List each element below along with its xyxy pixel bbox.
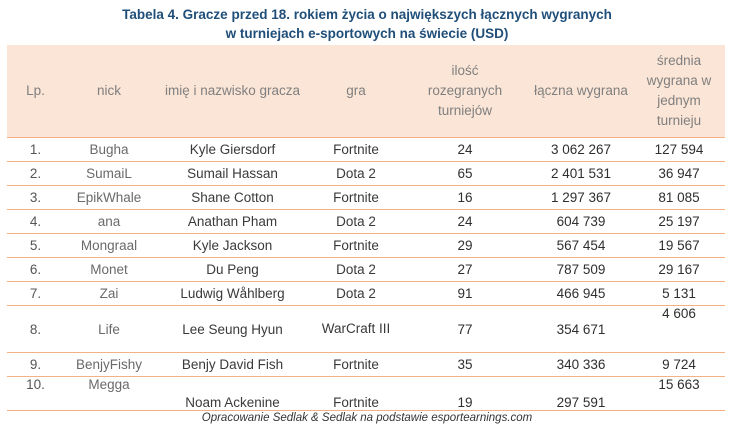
cell-tournaments: 29: [401, 234, 529, 258]
cell-total: 354 671: [529, 306, 633, 353]
cell-avg: 9 724: [633, 353, 725, 377]
cell-game: Fortnite: [311, 377, 401, 411]
table-row: [7, 377, 725, 411]
table-row: [7, 162, 725, 186]
cell-name: Noam Ackenine: [154, 377, 311, 411]
cell-nick: EpikWhale: [64, 186, 154, 210]
cell-avg: 15 663: [633, 377, 725, 411]
cell-game: Dota 2: [311, 162, 401, 186]
cell-tournaments: 91: [401, 282, 529, 306]
cell-avg: 19 567: [633, 234, 725, 258]
cell-nick: Megga: [64, 377, 154, 411]
header-row: [7, 45, 725, 138]
cell-tournaments: 35: [401, 353, 529, 377]
table-row: [7, 138, 725, 162]
players-table: [7, 45, 725, 411]
cell-total: 2 401 531: [529, 162, 633, 186]
cell-lp: 4.: [7, 210, 64, 234]
cell-avg: 36 947: [633, 162, 725, 186]
cell-tournaments: 27: [401, 258, 529, 282]
cell-lp: 6.: [7, 258, 64, 282]
cell-lp: 10.: [7, 377, 64, 411]
cell-nick: Life: [64, 306, 154, 353]
cell-game: Fortnite: [311, 234, 401, 258]
table-title: [0, 5, 734, 43]
cell-name: Du Peng: [154, 258, 311, 282]
cell-total: 1 297 367: [529, 186, 633, 210]
cell-lp: 8.: [7, 306, 64, 353]
cell-nick: Zai: [64, 282, 154, 306]
table-row: [7, 186, 725, 210]
cell-lp: 5.: [7, 234, 64, 258]
cell-tournaments: 24: [401, 210, 529, 234]
cell-lp: 9.: [7, 353, 64, 377]
header-lp: Lp.: [7, 45, 64, 138]
cell-avg: 25 197: [633, 210, 725, 234]
cell-game: Fortnite: [311, 353, 401, 377]
cell-avg: 81 085: [633, 186, 725, 210]
table-row: [7, 234, 725, 258]
cell-total: 466 945: [529, 282, 633, 306]
table-title-line-2: w turniejach e-sportowych na świecie (USD): [225, 26, 509, 41]
cell-name: Kyle Jackson: [154, 234, 311, 258]
cell-nick: Bugha: [64, 138, 154, 162]
cell-name: Kyle Giersdorf: [154, 138, 311, 162]
cell-total: 297 591: [529, 377, 633, 411]
cell-name: Lee Seung Hyun: [154, 306, 311, 353]
table-row: [7, 258, 725, 282]
cell-tournaments: 77: [401, 306, 529, 353]
cell-nick: Mongraal: [64, 234, 154, 258]
cell-game: WarCraft III: [311, 306, 401, 353]
cell-nick: SumaiL: [64, 162, 154, 186]
table-title-line-1: Tabela 4. Gracze przed 18. rokiem życia o największych łącznych wygranych: [122, 7, 612, 22]
cell-game: Fortnite: [311, 138, 401, 162]
header-game: gra: [311, 45, 401, 138]
cell-avg: 4 606: [633, 306, 725, 353]
source-note: Opracowanie Sedlak & Sedlak na podstawie esportearnings.com: [201, 412, 533, 424]
cell-avg: 127 594: [633, 138, 725, 162]
cell-game: Dota 2: [311, 258, 401, 282]
header-total: łączna wygrana: [529, 45, 633, 138]
header-nick: nick: [64, 45, 154, 138]
cell-lp: 1.: [7, 138, 64, 162]
cell-game: Dota 2: [311, 282, 401, 306]
cell-name: Sumail Hassan: [154, 162, 311, 186]
cell-tournaments: 65: [401, 162, 529, 186]
cell-avg: 5 131: [633, 282, 725, 306]
cell-avg: 29 167: [633, 258, 725, 282]
cell-tournaments: 24: [401, 138, 529, 162]
cell-total: 787 509: [529, 258, 633, 282]
cell-lp: 3.: [7, 186, 64, 210]
cell-lp: 7.: [7, 282, 64, 306]
cell-total: 3 062 267: [529, 138, 633, 162]
cell-total: 567 454: [529, 234, 633, 258]
table-row: [7, 353, 725, 377]
cell-total: 340 336: [529, 353, 633, 377]
cell-game: Fortnite: [311, 186, 401, 210]
cell-tournaments: 16: [401, 186, 529, 210]
cell-nick: ana: [64, 210, 154, 234]
table-row: [7, 282, 725, 306]
header-avg: średnia wygrana w jednym turnieju: [633, 45, 725, 138]
cell-tournaments: 19: [401, 377, 529, 411]
cell-total: 604 739: [529, 210, 633, 234]
cell-name: Ludwig Wåhlberg: [154, 282, 311, 306]
cell-nick: Monet: [64, 258, 154, 282]
header-tournaments: ilość rozegranych turniejów: [401, 45, 529, 138]
table-row: [7, 306, 725, 353]
cell-nick: BenjyFishy: [64, 353, 154, 377]
cell-name: Benjy David Fish: [154, 353, 311, 377]
header-name: imię i nazwisko gracza: [154, 45, 311, 138]
cell-name: Anathan Pham: [154, 210, 311, 234]
cell-game: Dota 2: [311, 210, 401, 234]
cell-lp: 2.: [7, 162, 64, 186]
cell-name: Shane Cotton: [154, 186, 311, 210]
table-row: [7, 210, 725, 234]
